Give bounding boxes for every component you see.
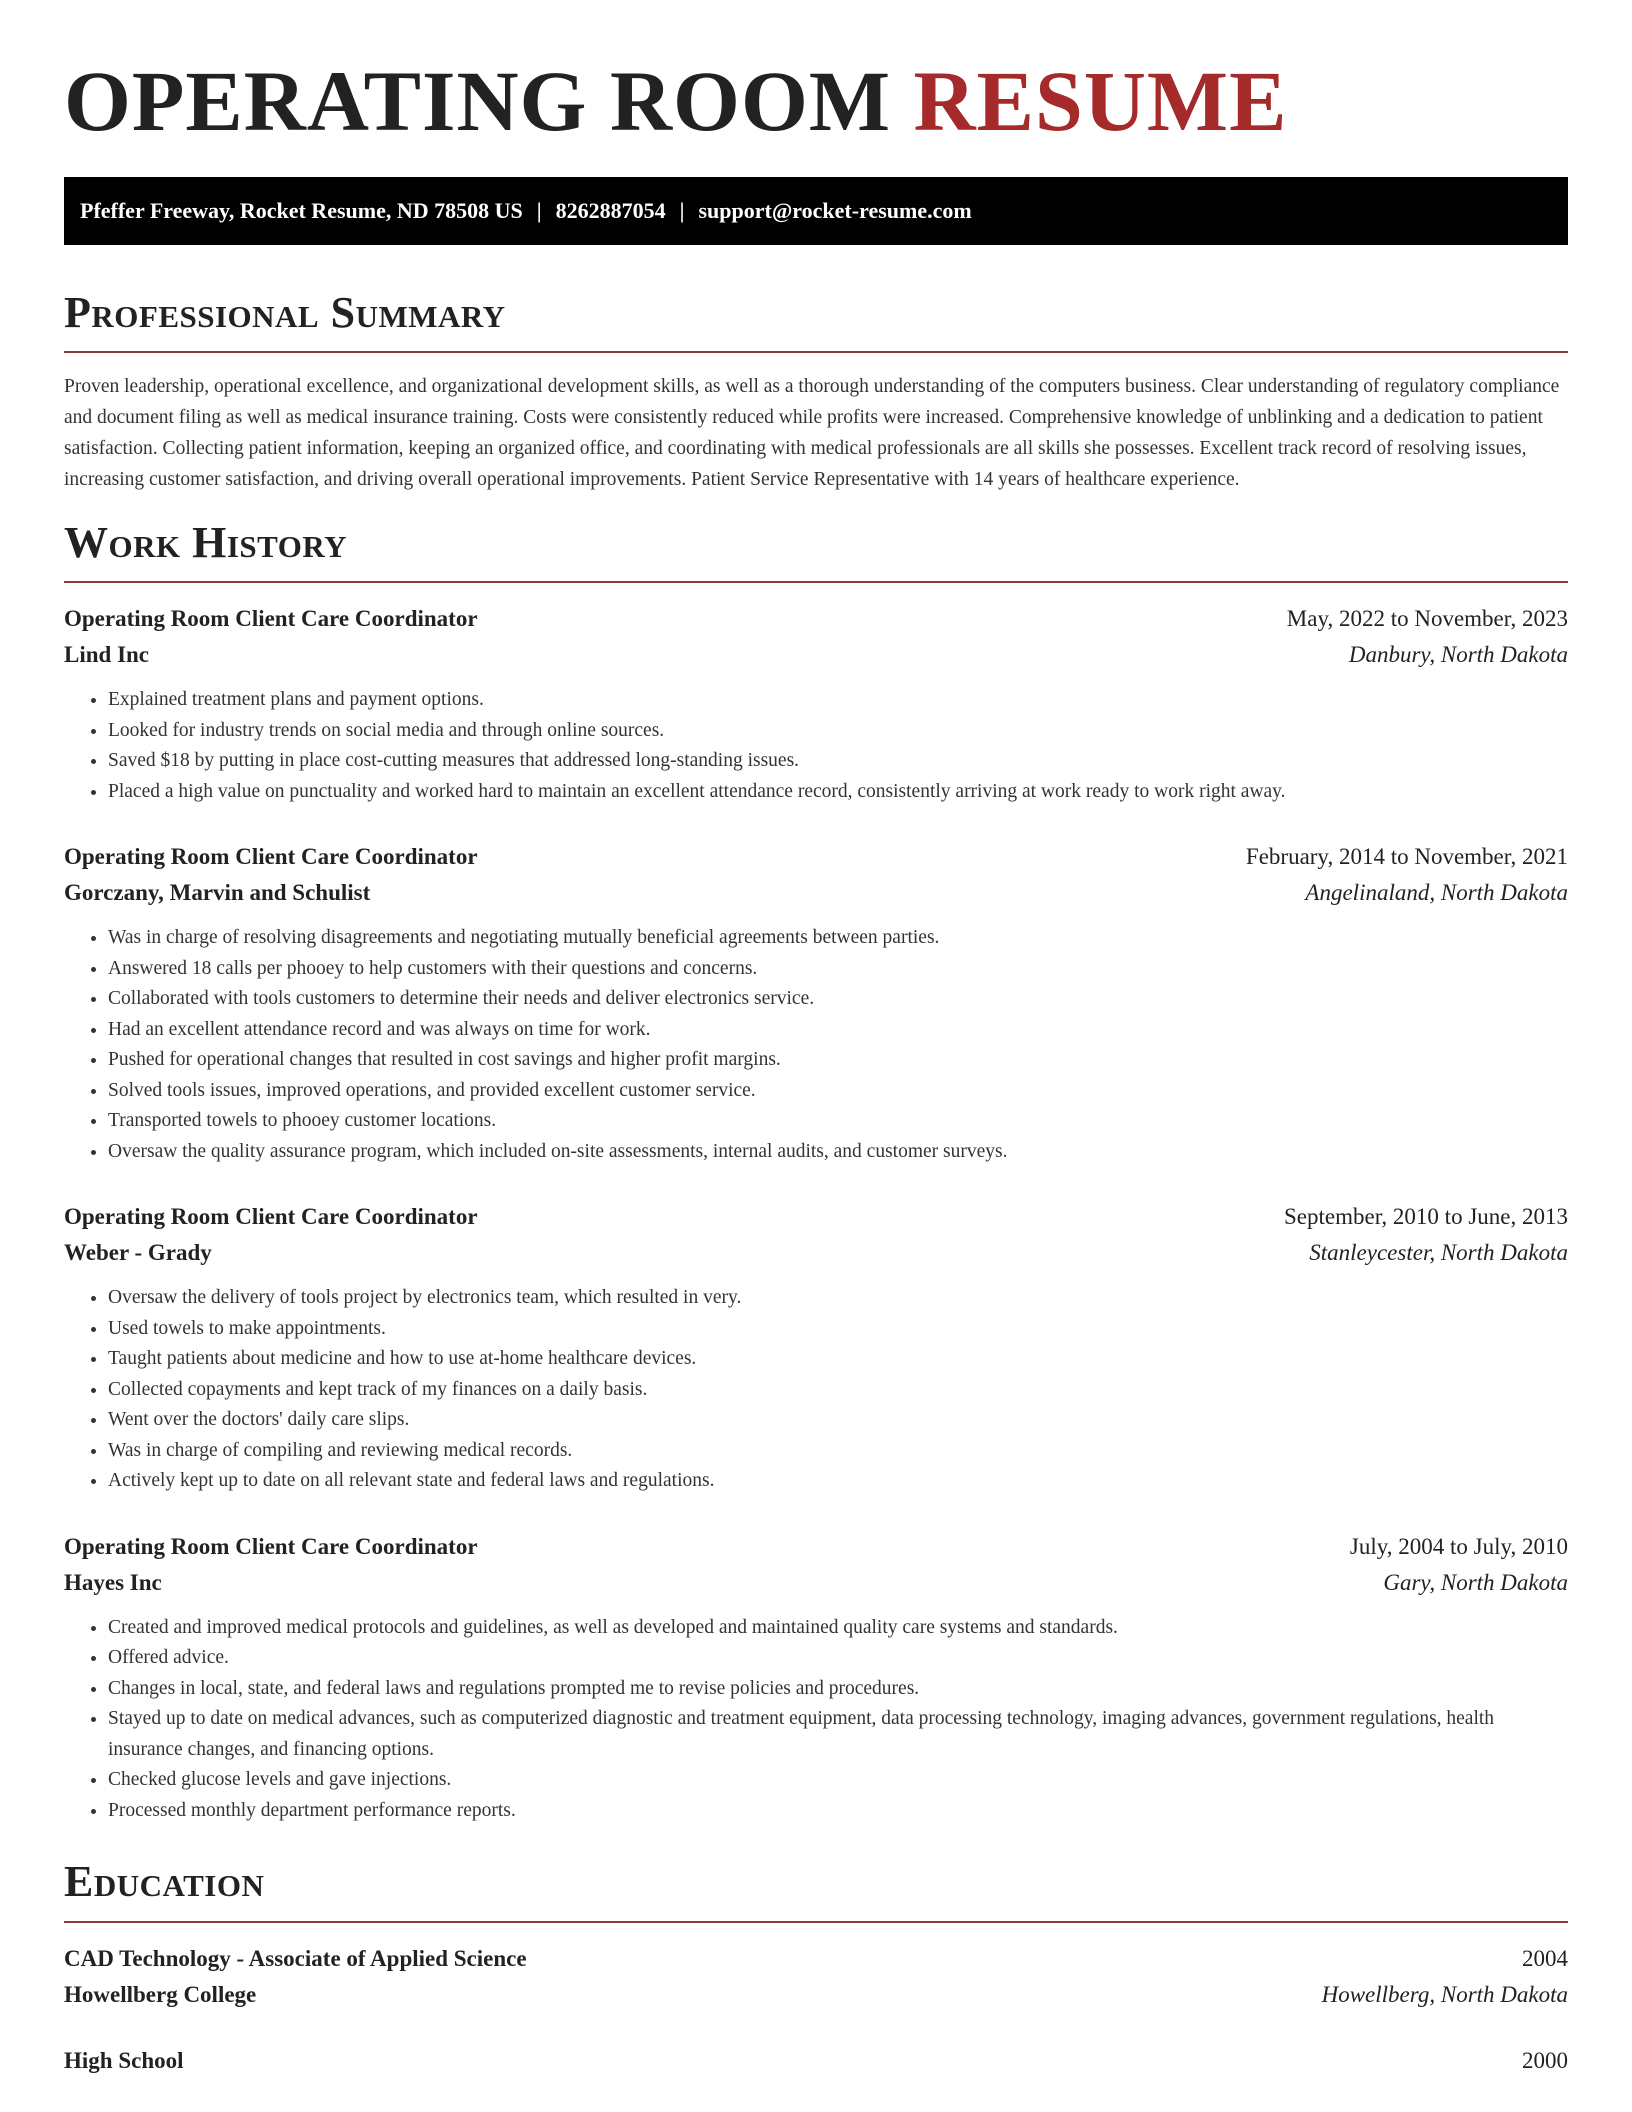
- duty-item: • Checked glucose levels and gave injections.: [108, 1765, 1568, 1796]
- education-entry: [64, 2043, 1568, 2079]
- job-location: Stanleycester, North Dakota: [1309, 1240, 1568, 1266]
- job-title: Operating Room Client Care Coordinator: [64, 1533, 478, 1559]
- duty-item: • Oversaw the delivery of tools project by electronics team, which resulted in very.: [108, 1283, 1568, 1314]
- duty-item: • Was in charge of compiling and reviewing medical records.: [108, 1436, 1568, 1467]
- title-main: OPERATING ROOM: [64, 53, 892, 149]
- duty-item: • Created and improved medical protocols and guidelines, as well as developed and maintained quality care systems and standards.: [108, 1613, 1568, 1644]
- education-degree: High School: [64, 2047, 184, 2073]
- job-header-row: [64, 601, 1568, 637]
- job-location: Danbury, North Dakota: [1348, 642, 1568, 668]
- duty-item: • Offered advice.: [108, 1643, 1568, 1674]
- job-company-row: [64, 637, 1568, 673]
- section-divider: [64, 1921, 1568, 1923]
- job-location: Angelinaland, North Dakota: [1305, 880, 1568, 906]
- section-divider: [64, 351, 1568, 353]
- contact-separator: |: [536, 197, 542, 223]
- duty-item: • Explained treatment plans and payment options.: [108, 685, 1568, 716]
- duty-item: • Taught patients about medicine and how to use at-home healthcare devices.: [108, 1344, 1568, 1375]
- contact-bar: [64, 177, 1568, 245]
- job-header-row: [64, 1199, 1568, 1235]
- summary-text: Proven leadership, operational excellence, and organizational development skills, as well as a thorough understanding of the computers business. Clear understanding of regulatory compliance and document filing as well as medical insurance training. Costs were consistently reduced while profits were increased. Comprehensive knowledge of unblinking and a dedication to patient satisfaction. Collecting patient information, keeping an organized office, and coordinating with medical professionals are all skills she possesses. Excellent track record of resolving issues, increasing customer satisfaction, and driving overall operational improvements. Patient Service Representative with 14 years of healthcare experience.: [64, 375, 1560, 490]
- job-company: Hayes Inc: [64, 1569, 162, 1595]
- job-header-row: [64, 1529, 1568, 1565]
- contact-email: support@rocket-resume.com: [698, 197, 972, 223]
- education-header-row: [64, 2043, 1568, 2079]
- education-year: 2000: [1522, 2047, 1568, 2073]
- job-company: Weber - Grady: [64, 1240, 212, 1266]
- job-title: Operating Room Client Care Coordinator: [64, 1204, 478, 1230]
- education-school: Howellberg College: [64, 1981, 257, 2007]
- job-entry: [64, 839, 1568, 1167]
- duty-item: • Collaborated with tools customers to determine their needs and deliver electronics service.: [108, 984, 1568, 1015]
- duty-list: [64, 923, 1568, 1167]
- duty-item: • Solved tools issues, improved operations, and provided excellent customer service.: [108, 1076, 1568, 1107]
- duty-item: • Oversaw the quality assurance program, which included on-site assessments, internal audits, and customer surveys.: [108, 1137, 1568, 1168]
- duty-item: • Transported towels to phooey customer locations.: [108, 1106, 1568, 1137]
- title-accent: RESUME: [913, 53, 1288, 149]
- education-location: Howellberg, North Dakota: [1321, 1981, 1568, 2007]
- duty-item: • Changes in local, state, and federal laws and regulations prompted me to revise policies and procedures.: [108, 1674, 1568, 1705]
- job-title: Operating Room Client Care Coordinator: [64, 844, 478, 870]
- education-list: [64, 1941, 1568, 2079]
- contact-phone: 8262887054: [555, 197, 666, 223]
- job-dates: July, 2004 to July, 2010: [1349, 1533, 1568, 1559]
- contact-address: Pfeffer Freeway, Rocket Resume, ND 78508 US: [80, 197, 523, 223]
- education-entry: [64, 1941, 1568, 2013]
- job-dates: May, 2022 to November, 2023: [1286, 606, 1568, 632]
- duty-list: [64, 685, 1568, 807]
- job-company-row: [64, 875, 1568, 911]
- duty-list: [64, 1283, 1568, 1497]
- job-dates: February, 2014 to November, 2021: [1245, 844, 1568, 870]
- job-entry: [64, 1199, 1568, 1497]
- duty-item: • Answered 18 calls per phooey to help customers with their questions and concerns.: [108, 954, 1568, 985]
- job-title: Operating Room Client Care Coordinator: [64, 606, 478, 632]
- job-entry: [64, 601, 1568, 807]
- job-dates: September, 2010 to June, 2013: [1284, 1204, 1568, 1230]
- duty-item: • Looked for industry trends on social media and through online sources.: [108, 716, 1568, 747]
- education-year: 2004: [1522, 1945, 1568, 1971]
- job-list: [64, 601, 1568, 1826]
- contact-separator: |: [679, 197, 685, 223]
- education-header-row: [64, 1941, 1568, 1977]
- duty-item: • Stayed up to date on medical advances, such as computerized diagnostic and treatment equipment, data processing technology, imaging advances, government regulations, health insurance changes, and financing options.: [108, 1704, 1568, 1765]
- duty-item: • Went over the doctors' daily care slips.: [108, 1405, 1568, 1436]
- job-company: Lind Inc: [64, 642, 150, 668]
- education-heading: Education: [64, 1857, 265, 1907]
- duty-item: • Was in charge of resolving disagreements and negotiating mutually beneficial agreements between parties.: [108, 923, 1568, 954]
- page-title: [64, 54, 1568, 149]
- duty-item: • Used towels to make appointments.: [108, 1314, 1568, 1345]
- duty-item: • Processed monthly department performance reports.: [108, 1796, 1568, 1827]
- duty-item: • Pushed for operational changes that resulted in cost savings and higher profit margins.: [108, 1045, 1568, 1076]
- duty-list: [64, 1613, 1568, 1827]
- duty-item: • Saved $18 by putting in place cost-cutting measures that addressed long-standing issues.: [108, 746, 1568, 777]
- section-divider: [64, 581, 1568, 583]
- job-company-row: [64, 1235, 1568, 1271]
- job-company-row: [64, 1565, 1568, 1601]
- duty-item: • Collected copayments and kept track of my finances on a daily basis.: [108, 1375, 1568, 1406]
- duty-item: • Placed a high value on punctuality and worked hard to maintain an excellent attendance record, consistently arriving at work ready to work right away.: [108, 777, 1568, 808]
- job-location: Gary, North Dakota: [1383, 1569, 1568, 1595]
- job-company: Gorczany, Marvin and Schulist: [64, 880, 371, 906]
- job-header-row: [64, 839, 1568, 875]
- education-school-row: [64, 1977, 1568, 2013]
- summary-heading: Professional Summary: [64, 287, 506, 337]
- work-history-heading: Work History: [64, 517, 348, 567]
- duty-item: • Actively kept up to date on all relevant state and federal laws and regulations.: [108, 1466, 1568, 1497]
- duty-item: • Had an excellent attendance record and was always on time for work.: [108, 1015, 1568, 1046]
- education-degree: CAD Technology - Associate of Applied Science: [64, 1945, 527, 1971]
- job-entry: [64, 1529, 1568, 1827]
